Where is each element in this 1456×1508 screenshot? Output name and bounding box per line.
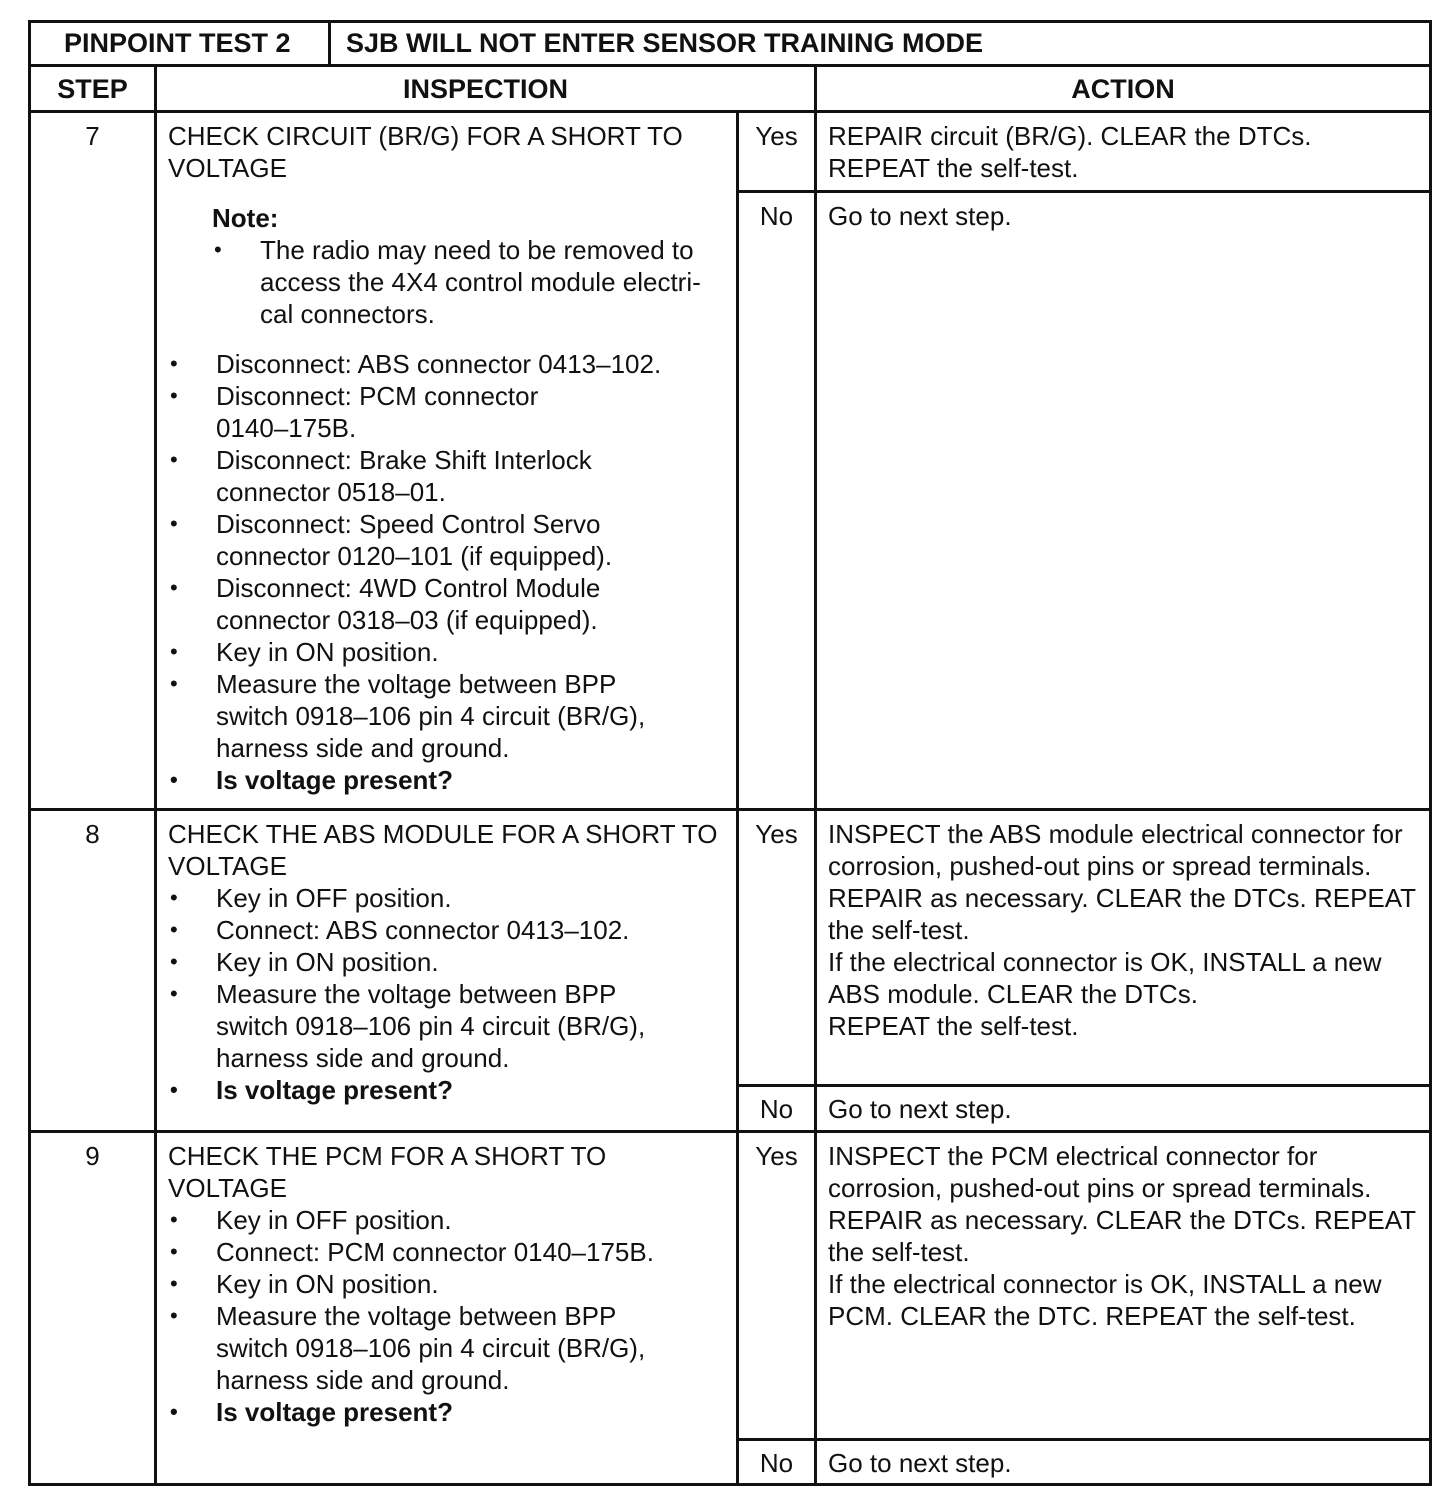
procedure-item: • Measure the voltage between BPP switch 0918–106 pin 4 circuit (BR/G), harness side and ground.	[168, 1300, 728, 1396]
border-bottom	[28, 1483, 1432, 1486]
step-column-rule	[154, 64, 157, 1486]
yes-action: REPAIR circuit (BR/G). CLEAR the DTCs. REPEAT the self-test.	[828, 121, 1312, 183]
yes-label: Yes	[755, 121, 798, 151]
step9-yesno-rule	[736, 1438, 1432, 1441]
procedure-item: • Key in ON position.	[168, 946, 728, 978]
column-header-inspection: INSPECTION	[402, 74, 569, 104]
procedure-item: • Disconnect: 4WD Control Module connector 0318–03 (if equipped).	[168, 572, 728, 636]
step-number: 8	[85, 819, 100, 849]
note-item: • The radio may need to be removed to access the 4X4 control module electri-cal connectors.	[212, 234, 728, 330]
step-inspection	[168, 818, 728, 1106]
procedure-item: • Measure the voltage between BPP switch 0918–106 pin 4 circuit (BR/G), harness side and ground.	[168, 978, 728, 1074]
yes-label: Yes	[755, 819, 798, 849]
no-label: No	[759, 1094, 794, 1124]
procedure-item: • Connect: PCM connector 0140–175B.	[168, 1236, 728, 1268]
question: • Is voltage present?	[168, 1396, 728, 1428]
step-number: 9	[85, 1141, 100, 1171]
procedure-item: • Disconnect: Speed Control Servo connector 0120–101 (if equipped).	[168, 508, 728, 572]
border-right	[1429, 20, 1432, 1486]
step-number: 7	[85, 121, 100, 151]
yes-action-line: If the electrical connector is OK, INSTALL a new ABS module. CLEAR the DTCs.	[828, 947, 1382, 1009]
procedure-item: • Connect: ABS connector 0413–102.	[168, 914, 728, 946]
note	[212, 202, 728, 330]
column-header-step: STEP	[57, 74, 128, 104]
procedure-item: • Key in OFF position.	[168, 882, 728, 914]
action-column-rule	[814, 64, 817, 1486]
border-top	[28, 20, 1432, 23]
yes-action-line: INSPECT the PCM electrical connector for corrosion, pushed-out pins or spread terminals. REPAIR as necessary. CLEAR the DTCs. REPEAT the self-test.	[828, 1141, 1416, 1267]
yes-action-line: INSPECT the ABS module electrical connector for corrosion, pushed-out pins or spread terminals. REPAIR as necessary. CLEAR the DTCs. REPEAT the self-test.	[828, 819, 1416, 945]
yes-action-line: REPEAT the self-test.	[828, 1011, 1079, 1041]
step8-bottom-rule	[28, 1130, 1432, 1133]
test-label: PINPOINT TEST 2	[64, 28, 291, 58]
no-action: Go to next step.	[828, 201, 1012, 231]
column-header-action: ACTION	[1071, 74, 1175, 104]
procedure-item: • Measure the voltage between BPP switch 0918–106 pin 4 circuit (BR/G), harness side and ground.	[168, 668, 728, 764]
yes-label: Yes	[755, 1141, 798, 1171]
step-heading: CHECK THE PCM FOR A SHORT TO VOLTAGE	[168, 1141, 607, 1203]
header-bottom-rule	[28, 110, 1432, 113]
yesno-column-rule	[736, 110, 739, 1486]
yes-action	[828, 818, 1424, 1042]
step-heading: CHECK THE ABS MODULE FOR A SHORT TO VOLTAGE	[168, 819, 718, 881]
no-action: Go to next step.	[828, 1448, 1012, 1478]
procedure-item: • Disconnect: ABS connector 0413–102.	[168, 348, 728, 380]
pinpoint-test-table	[28, 20, 1432, 1486]
procedure-item: • Key in ON position.	[168, 1268, 728, 1300]
step-inspection	[168, 1140, 728, 1428]
question: • Is voltage present?	[168, 1074, 728, 1106]
border-left	[28, 20, 31, 1486]
no-label: No	[759, 1448, 794, 1478]
note-label: Note:	[212, 203, 279, 233]
procedure-list	[168, 348, 728, 796]
procedure-item: • Disconnect: Brake Shift Interlock connector 0518–01.	[168, 444, 728, 508]
yes-action	[828, 1140, 1424, 1332]
procedure-list	[168, 882, 728, 1106]
title-divider	[328, 20, 331, 66]
procedure-item: • Key in ON position.	[168, 636, 728, 668]
step-heading: CHECK CIRCUIT (BR/G) FOR A SHORT TO VOLTAGE	[168, 121, 683, 183]
test-title: SJB WILL NOT ENTER SENSOR TRAINING MODE	[346, 28, 984, 58]
step7-bottom-rule	[28, 808, 1432, 811]
yes-action-line: If the electrical connector is OK, INSTALL a new PCM. CLEAR the DTC. REPEAT the self-test.	[828, 1269, 1382, 1331]
question: • Is voltage present?	[168, 764, 728, 796]
step7-yesno-rule	[736, 190, 1432, 193]
step-inspection	[168, 120, 728, 796]
procedure-item: • Disconnect: PCM connector 0140–175B.	[168, 380, 728, 444]
procedure-list	[168, 1204, 728, 1428]
no-action: Go to next step.	[828, 1094, 1012, 1124]
procedure-item: • Key in OFF position.	[168, 1204, 728, 1236]
no-label: No	[759, 201, 794, 231]
title-bottom-rule	[28, 64, 1432, 67]
note-list	[212, 234, 728, 330]
step8-yesno-rule	[736, 1084, 1432, 1087]
